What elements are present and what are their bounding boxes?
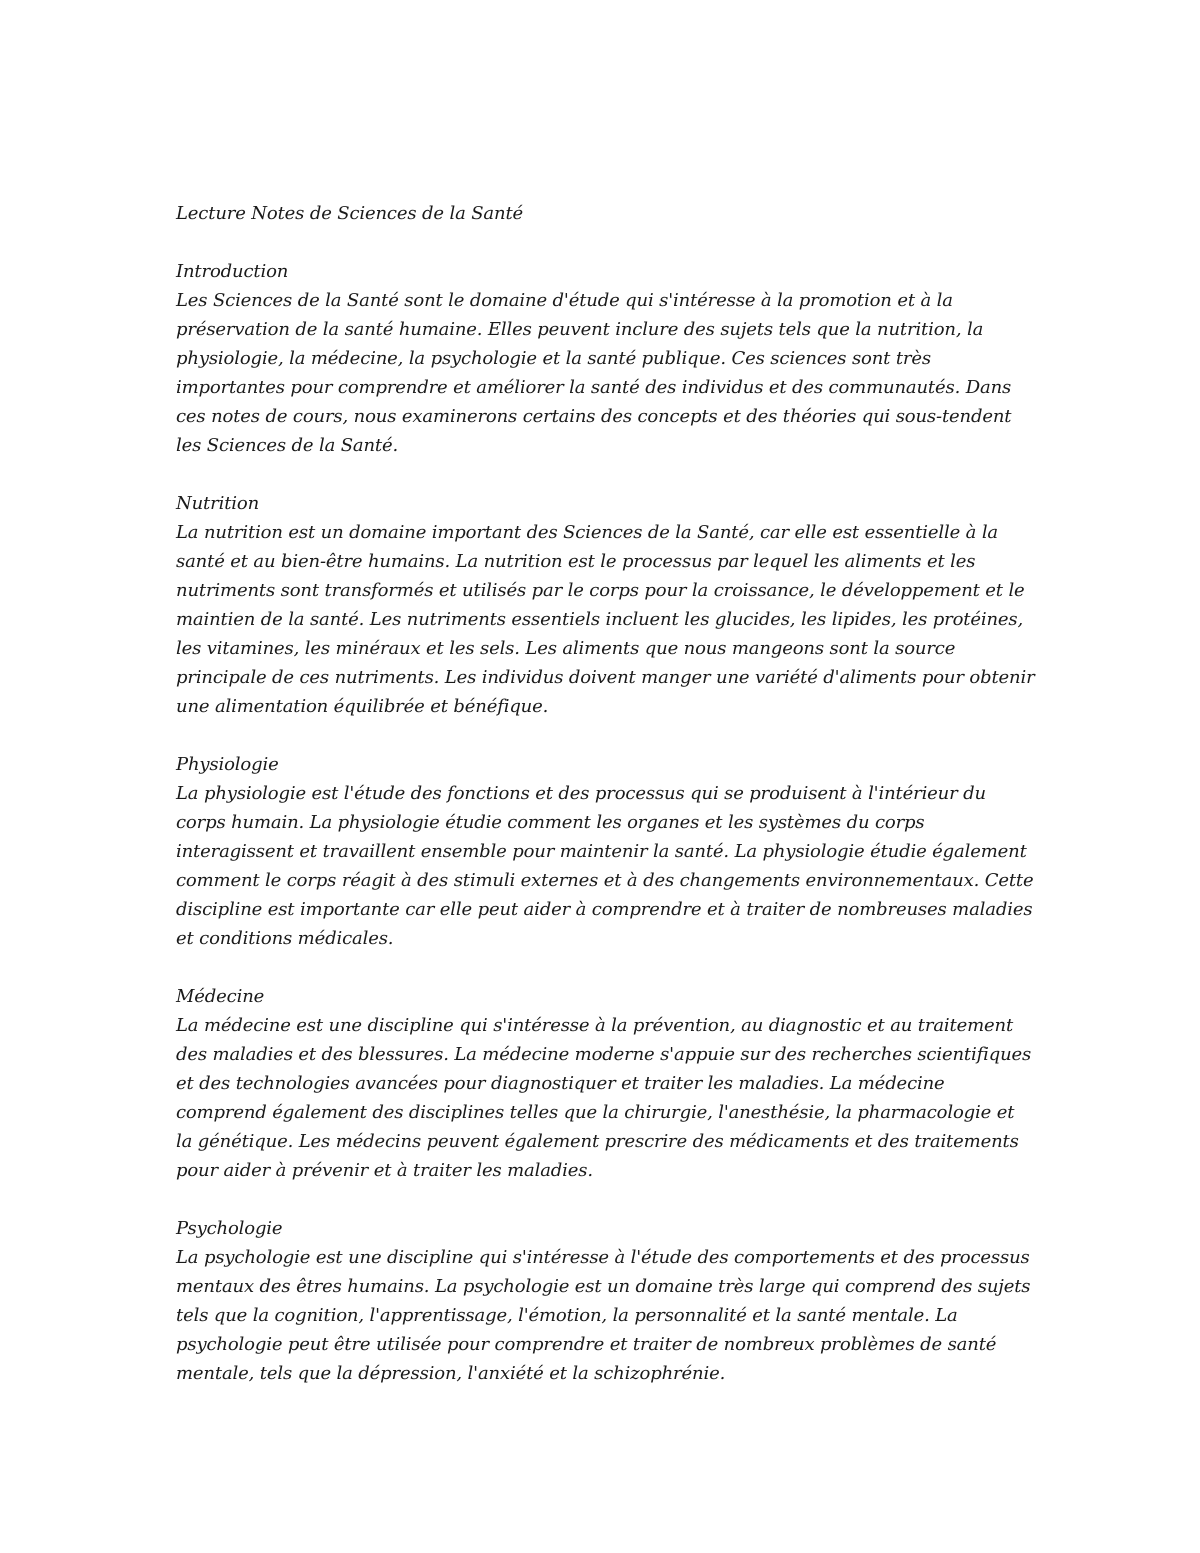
section-heading: Nutrition xyxy=(176,493,260,514)
section-introduction xyxy=(176,257,1036,460)
section-medecine xyxy=(176,982,1036,1185)
section-body: La nutrition est un domaine important des Sciences de la Santé, car elle est essentielle à la santé et au bien-être humains. La nutrition est le processus par lequel les aliments et les nutriments sont transformés et utilisés par le corps pour la croissance, le développement et le maintien de la santé. Les nutriments essentiels incluent les glucides, les lipides, les protéines, les vitamines, les minéraux et les sels. Les aliments que nous mangeons sont la source principale de ces nutriments. Les individus doivent manger une variété d'aliments pour obtenir une alimentation équilibrée et bénéfique. xyxy=(176,522,1035,717)
section-psychologie xyxy=(176,1214,1036,1388)
section-body: La médecine est une discipline qui s'intéresse à la prévention, au diagnostic et au traitement des maladies et des blessures. La médecine moderne s'appuie sur des recherches scientifiques et des technologies avancées pour diagnostiquer et traiter les maladies. La médecine comprend également des disciplines telles que la chirurgie, l'anesthésie, la pharmacologie et la génétique. Les médecins peuvent également prescrire des médicaments et des traitements pour aider à prévenir et à traiter les maladies. xyxy=(176,1015,1032,1181)
section-heading: Physiologie xyxy=(176,754,279,775)
section-body: La psychologie est une discipline qui s'intéresse à l'étude des comportements et des processus mentaux des êtres humains. La psychologie est un domaine très large qui comprend des sujets tels que la cognition, l'apprentissage, l'émotion, la personnalité et la santé mentale. La psychologie peut être utilisée pour comprendre et traiter de nombreux problèmes de santé mentale, tels que la dépression, l'anxiété et la schizophrénie. xyxy=(176,1247,1031,1384)
document-title: Lecture Notes de Sciences de la Santé xyxy=(176,203,524,224)
section-heading: Médecine xyxy=(176,986,265,1007)
section-heading: Psychologie xyxy=(176,1218,283,1239)
section-physiologie xyxy=(176,750,1036,953)
section-heading: Introduction xyxy=(176,261,289,282)
document-content xyxy=(176,199,1036,1417)
section-nutrition xyxy=(176,489,1036,721)
section-body: La physiologie est l'étude des fonctions et des processus qui se produisent à l'intérieur du corps humain. La physiologie étudie comment les organes et les systèmes du corps interagissent et travaillent ensemble pour maintenir la santé. La physiologie étudie également comment le corps réagit à des stimuli externes et à des changements environnementaux. Cette discipline est importante car elle peut aider à comprendre et à traiter de nombreuses maladies et conditions médicales. xyxy=(176,783,1034,949)
section-body: Les Sciences de la Santé sont le domaine d'étude qui s'intéresse à la promotion et à la préservation de la santé humaine. Elles peuvent inclure des sujets tels que la nutrition, la physiologie, la médecine, la psychologie et la santé publique. Ces sciences sont très importantes pour comprendre et améliorer la santé des individus et des communautés. Dans ces notes de cours, nous examinerons certains des concepts et des théories qui sous-tendent les Sciences de la Santé. xyxy=(176,290,1012,456)
